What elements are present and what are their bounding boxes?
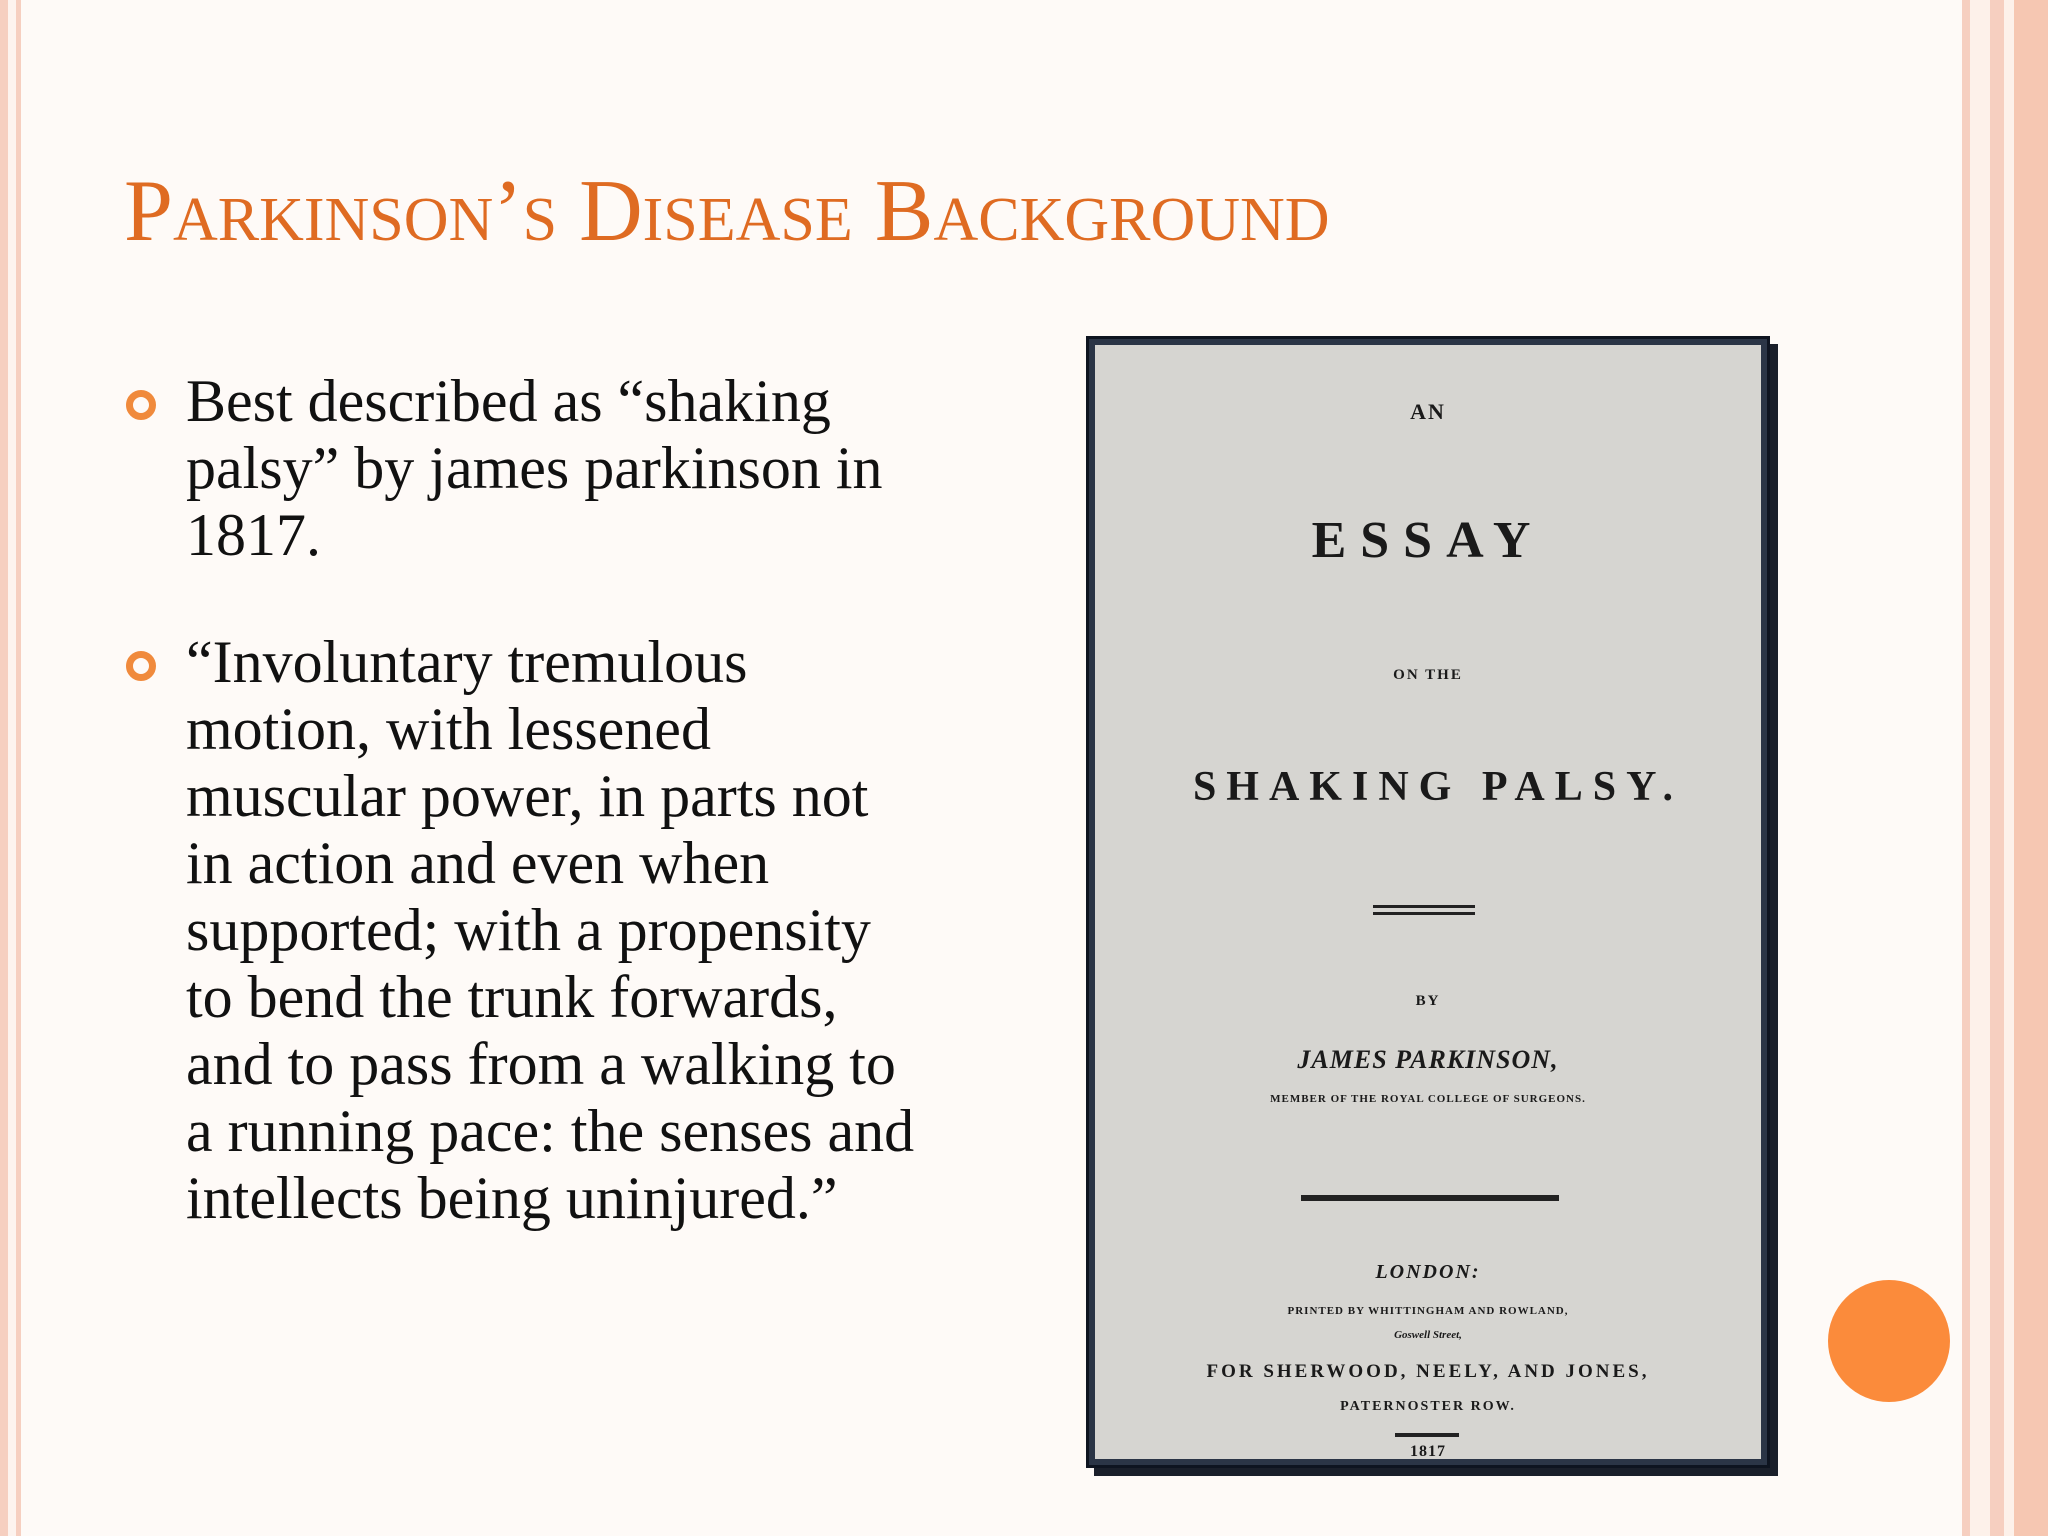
bullet-list — [124, 368, 924, 1292]
book-city: LONDON: — [1375, 1261, 1481, 1283]
bullet-item — [124, 629, 924, 1232]
bullet-circle-icon — [126, 390, 156, 420]
bullet-text: “Involuntary tremulous motion, with lessened muscular power, in parts not in action and even when supported; with a propensity to bend the trunk forwards, and to pass from a walking to a running pace: the senses and intellects being uninjured.” — [186, 629, 915, 1231]
right-edge-bar-middle — [1990, 0, 2004, 1536]
book-publisher: FOR SHERWOOD, NEELY, AND JONES, — [1206, 1361, 1650, 1382]
right-edge-gap — [1970, 0, 1990, 1536]
left-edge-gap — [8, 0, 16, 1536]
book-publisher-address: PATERNOSTER ROW. — [1340, 1399, 1516, 1414]
book-title-page-image — [1086, 336, 1770, 1468]
right-edge-bar — [1962, 0, 1970, 1536]
bullet-circle-icon — [126, 651, 156, 681]
right-edge-gap-outer — [2004, 0, 2014, 1536]
left-edge-bar — [0, 0, 8, 1536]
bullet-text: Best described as “shaking palsy” by james parkinson in 1817. — [186, 368, 883, 568]
book-double-rule — [1373, 905, 1475, 915]
book-line-on-the: ON THE — [1393, 667, 1463, 683]
book-line-essay: ESSAY — [1311, 512, 1545, 569]
book-printer: PRINTED BY WHITTINGHAM AND ROWLAND, — [1287, 1305, 1569, 1317]
book-year: 1817 — [1410, 1443, 1446, 1459]
bullet-item — [124, 368, 924, 569]
book-author: JAMES PARKINSON, — [1297, 1045, 1559, 1074]
decorative-orange-circle — [1828, 1280, 1950, 1402]
book-author-affiliation: MEMBER OF THE ROYAL COLLEGE OF SURGEONS. — [1270, 1093, 1586, 1105]
book-small-rule — [1395, 1433, 1459, 1437]
book-line-by: BY — [1415, 993, 1441, 1009]
book-line-an: AN — [1410, 399, 1446, 424]
slide-title: Parkinson’s Disease Background — [124, 163, 1330, 260]
book-thick-rule — [1301, 1195, 1559, 1201]
book-street: Goswell Street, — [1394, 1329, 1462, 1341]
left-edge-bar-inner — [16, 0, 21, 1536]
right-edge-bar-outer — [2014, 0, 2048, 1536]
book-page — [1095, 345, 1761, 1459]
book-line-shaking-palsy: SHAKING PALSY. — [1192, 764, 1684, 810]
